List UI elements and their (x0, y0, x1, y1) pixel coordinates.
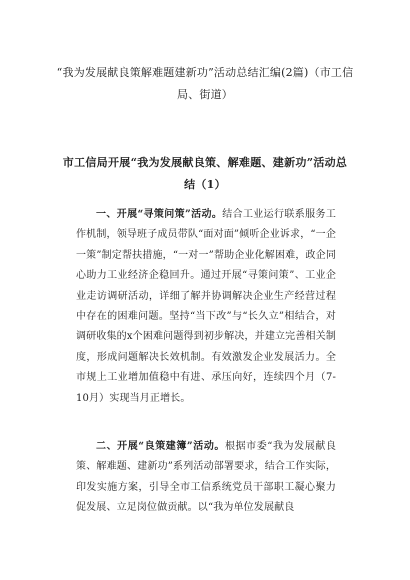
paragraph-body: 根据市委“我为发展献良策、解难题、建新功”系列活动部署要求，结合工作实际，印发实施方案，引导全市工信系统党员干部职工凝心聚力促发展、立足岗位做贡献。以“我为单位发展献良 (76, 441, 336, 514)
paragraph-heading: 二、开展“良策建簿”活动。 (96, 441, 225, 452)
paragraph-seek-advice (76, 205, 336, 409)
section-title: 市工信局开展“我为发展献良策、解难题、建新功”活动总结（1） (62, 156, 348, 191)
paragraph-heading: 一、开展“寻策问策”活动。 (96, 209, 223, 220)
paragraph-good-policy-book (76, 437, 336, 519)
paragraph-body: 结合工业运行联系服务工作机制，领导班子成员带队“面对面”倾听企业诉求，“一企一策”制定帮扶措施，“一对一”帮助企业化解困难，政企同心助力工业经济企稳回升。通过开展“寻策问策”、工业企业走访调研活动，详细了解并协调解决企业生产经营过程中存在的困难问题。坚持“当下改”与“长久立”相结合，对调研收集的x个困难问题得到初步解决，并建立完善相关制度，形成问题解决长效机制。有效激发企业发展活力。全市规上工业增加值稳中有进、承压向好，连续四个月（7-10月）实现当月正增长。 (76, 209, 336, 404)
document-title: “我为发展献良策解难题建新功”活动总结汇编(2篇)（市工信局、街道） (56, 66, 354, 101)
